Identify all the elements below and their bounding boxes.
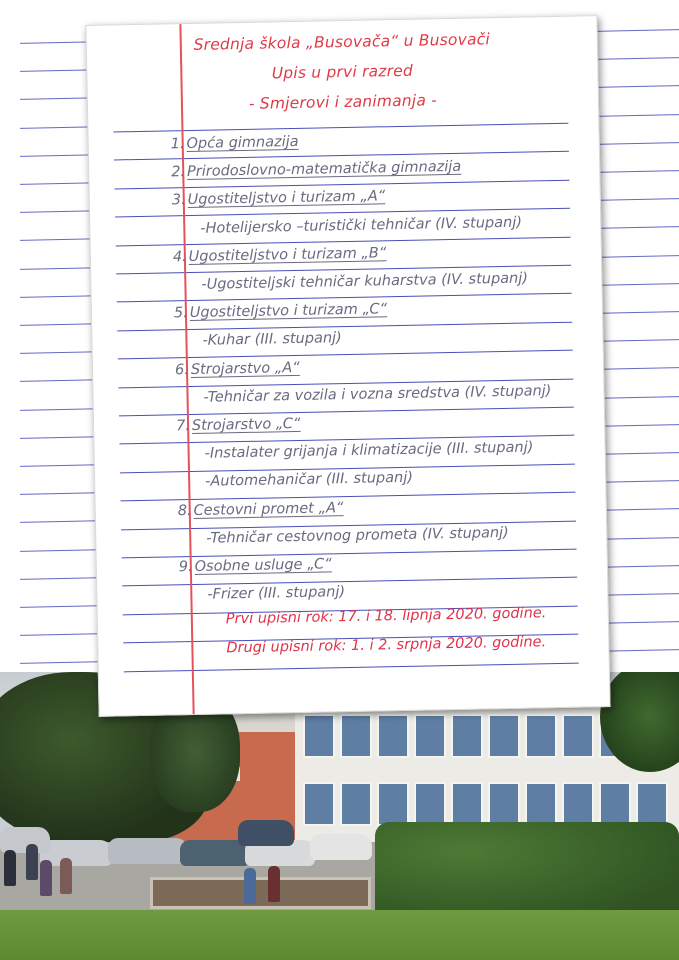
program-number: 2. bbox=[171, 164, 186, 181]
program-occupation: -Tehničar za vozila i vozna sredstva (IV. stupanj) bbox=[203, 382, 552, 406]
program-title: Prirodoslovno-matematička gimnazija bbox=[186, 158, 462, 181]
program-list-item bbox=[200, 214, 522, 236]
program-title: Cestovni promet „A“ bbox=[193, 499, 344, 519]
program-occupation: -Automehaničar (III. stupanj) bbox=[205, 470, 414, 491]
school-name-heading: Srednja škola „Busovača“ u Busovači bbox=[193, 30, 491, 54]
program-number: 8. bbox=[177, 502, 192, 519]
photo-grass bbox=[0, 910, 679, 960]
program-number: 3. bbox=[171, 192, 186, 209]
program-occupation: -Hotelijersko –turistički tehničar (IV. stupanj) bbox=[200, 214, 523, 237]
building-window bbox=[525, 782, 557, 826]
building-window bbox=[340, 782, 372, 826]
building-window bbox=[303, 714, 335, 758]
building-window bbox=[414, 782, 446, 826]
program-title: Strojarstvo „C“ bbox=[191, 415, 301, 435]
building-window bbox=[488, 714, 520, 758]
program-list-item bbox=[205, 440, 534, 462]
building-window bbox=[303, 782, 335, 826]
program-list-item bbox=[205, 470, 413, 490]
program-occupation: -Instalater grijanja i klimatizacije (III. stupanj) bbox=[204, 439, 534, 462]
program-title: Osobne usluge „C“ bbox=[194, 556, 332, 575]
building-window bbox=[525, 714, 557, 758]
building-window bbox=[562, 782, 594, 826]
enrollment-heading: Upis u prvi razred bbox=[271, 61, 414, 83]
program-list-item bbox=[172, 189, 386, 209]
program-title: Ugostiteljstvo i turizam „A“ bbox=[187, 188, 386, 209]
photo-person bbox=[26, 844, 38, 880]
program-list-item bbox=[202, 331, 342, 350]
program-list-item bbox=[174, 301, 387, 321]
second-enrollment-period: Drugi upisni rok: 1. i 2. srpnja 2020. godine. bbox=[226, 634, 547, 657]
program-number: 6. bbox=[174, 361, 190, 378]
photo-planter bbox=[150, 877, 371, 909]
program-list-item bbox=[206, 525, 509, 547]
program-number: 5. bbox=[173, 305, 188, 322]
building-window bbox=[451, 782, 483, 826]
photo-car bbox=[238, 820, 294, 846]
photo-car bbox=[108, 838, 188, 864]
enrollment-notice-page bbox=[85, 15, 610, 717]
building-window bbox=[488, 782, 520, 826]
program-list-item bbox=[173, 245, 387, 265]
program-number: 1. bbox=[170, 136, 185, 153]
program-list-item bbox=[176, 416, 301, 434]
building-window bbox=[414, 714, 446, 758]
building-window bbox=[636, 782, 668, 826]
program-list-item bbox=[178, 500, 344, 519]
photo-person bbox=[40, 860, 52, 896]
program-title: Ugostiteljstvo i turizam „C“ bbox=[189, 301, 388, 322]
program-list-item bbox=[171, 134, 299, 152]
program-title: Ugostiteljstvo i turizam „B“ bbox=[188, 245, 387, 265]
program-occupation: -Kuhar (III. stupanj) bbox=[202, 330, 342, 350]
program-occupation: -Tehničar cestovnog prometa (IV. stupanj) bbox=[206, 524, 509, 547]
building-window bbox=[451, 714, 483, 758]
program-title: Strojarstvo „A“ bbox=[190, 359, 300, 378]
program-number: 9. bbox=[178, 559, 193, 576]
program-list-item bbox=[201, 271, 528, 293]
photo-person bbox=[4, 850, 16, 886]
building-window bbox=[377, 714, 409, 758]
photo-hedge bbox=[375, 822, 679, 920]
building-window bbox=[562, 714, 594, 758]
program-list-item bbox=[179, 556, 332, 575]
building-window bbox=[599, 782, 631, 826]
photo-car bbox=[310, 834, 372, 860]
program-list-item bbox=[171, 159, 461, 181]
program-list-item bbox=[175, 360, 300, 378]
program-list-item bbox=[203, 383, 551, 406]
photo-person bbox=[60, 858, 72, 894]
program-title: Opća gimnazija bbox=[186, 133, 299, 153]
program-list-item bbox=[207, 584, 345, 603]
program-occupation: -Frizer (III. stupanj) bbox=[207, 584, 346, 603]
program-number: 4. bbox=[172, 248, 187, 266]
building-window bbox=[340, 714, 372, 758]
program-number: 7. bbox=[175, 418, 191, 435]
building-window bbox=[377, 782, 409, 826]
programs-subheading: - Smjerovi i zanimanja - bbox=[248, 91, 438, 113]
first-enrollment-period: Prvi upisni rok: 17. i 18. lipnja 2020. godine. bbox=[225, 605, 547, 628]
program-occupation: -Ugostiteljski tehničar kuharstva (IV. stupanj) bbox=[201, 270, 529, 293]
photo-person bbox=[268, 866, 280, 902]
photo-person bbox=[244, 868, 256, 904]
